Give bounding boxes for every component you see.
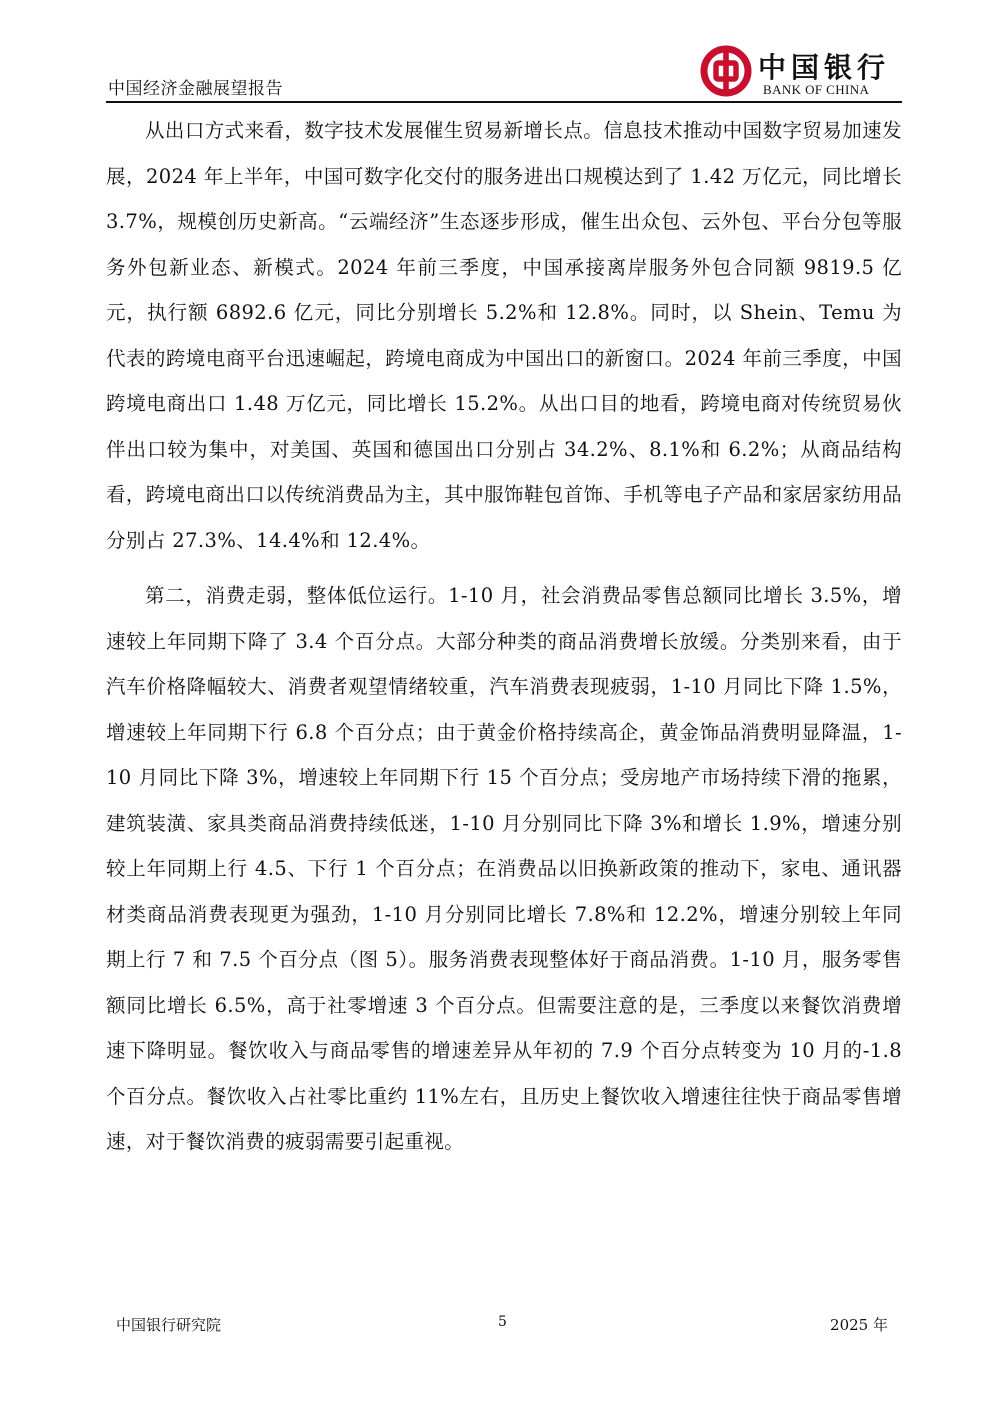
page-header: [106, 40, 902, 104]
report-body: [106, 108, 902, 1165]
footer-institute: 中国银行研究院: [116, 1316, 222, 1334]
logo-english-text: BANK OF CHINA: [763, 82, 870, 97]
bank-of-china-logo: [700, 45, 900, 99]
report-title: 中国经济金融展望报告: [108, 79, 283, 99]
footer-year: 2025 年: [830, 1316, 888, 1334]
page-number: 5: [498, 1314, 507, 1330]
bank-logo-icon: [700, 45, 752, 97]
paragraph-digital-trade: 从出口方式来看，数字技术发展催生贸易新增长点。信息技术推动中国数字贸易加速发展，2024 年上半年，中国可数字化交付的服务进出口规模达到了 1.42 万亿元，同比增长 3.7%，规模创历史新高。“云端经济”生态逐步形成，催生出众包、云外包、平台分包等服务外包新业态、新模式。2024 年前三季度，中国承接离岸服务外包合同额 9819.5 亿元，执行额 6892.6 亿元，同比分别增长 5.2%和 12.8%。同时，以 Shein、Temu 为代表的跨境电商平台迅速崛起，跨境电商成为中国出口的新窗口。2024 年前三季度，中国跨境电商出口 1.48 万亿元，同比增长 15.2%。从出口目的地看，跨境电商对传统贸易伙伴出口较为集中，对美国、英国和德国出口分别占 34.2%、8.1%和 6.2%；从商品结构看，跨境电商出口以传统消费品为主，其中服饰鞋包首饰、手机等电子产品和家居家纺用品分别占 27.3%、14.4%和 12.4%。: [106, 119, 903, 552]
logo-chinese-text: 中国银行: [758, 51, 891, 84]
page-footer: [106, 1314, 902, 1338]
header-divider: [106, 101, 902, 103]
paragraph-consumption: 第二，消费走弱，整体低位运行。1-10 月，社会消费品零售总额同比增长 3.5%，增速较上年同期下降了 3.4 个百分点。大部分种类的商品消费增长放缓。分类别来看，由于汽车价格降幅较大、消费者观望情绪较重，汽车消费表现疲弱，1-10 月同比下降 1.5%，增速较上年同期下行 6.8 个百分点；由于黄金价格持续高企，黄金饰品消费明显降温，1-10 月同比下降 3%，增速较上年同期下行 15 个百分点；受房地产市场持续下滑的拖累，建筑装潢、家具类商品消费持续低迷，1-10 月分别同比下降 3%和增长 1.9%，增速分别较上年同期上行 4.5、下行 1 个百分点；在消费品以旧换新政策的推动下，家电、通讯器材类商品消费表现更为强劲，1-10 月分别同比增长 7.8%和 12.2%，增速分别较上年同期上行 7 和 7.5 个百分点（图 5）。服务消费表现整体好于商品消费。1-10 月，服务零售额同比增长 6.5%，高于社零增速 3 个百分点。但需要注意的是，三季度以来餐饮消费增速下降明显。餐饮收入与商品零售的增速差异从年初的 7.9 个百分点转变为 10 月的-1.8 个百分点。餐饮收入占社零比重约 11%左右，且历史上餐饮收入增速往往快于商品零售增速，对于餐饮消费的疲弱需要引起重视。: [106, 584, 902, 1153]
